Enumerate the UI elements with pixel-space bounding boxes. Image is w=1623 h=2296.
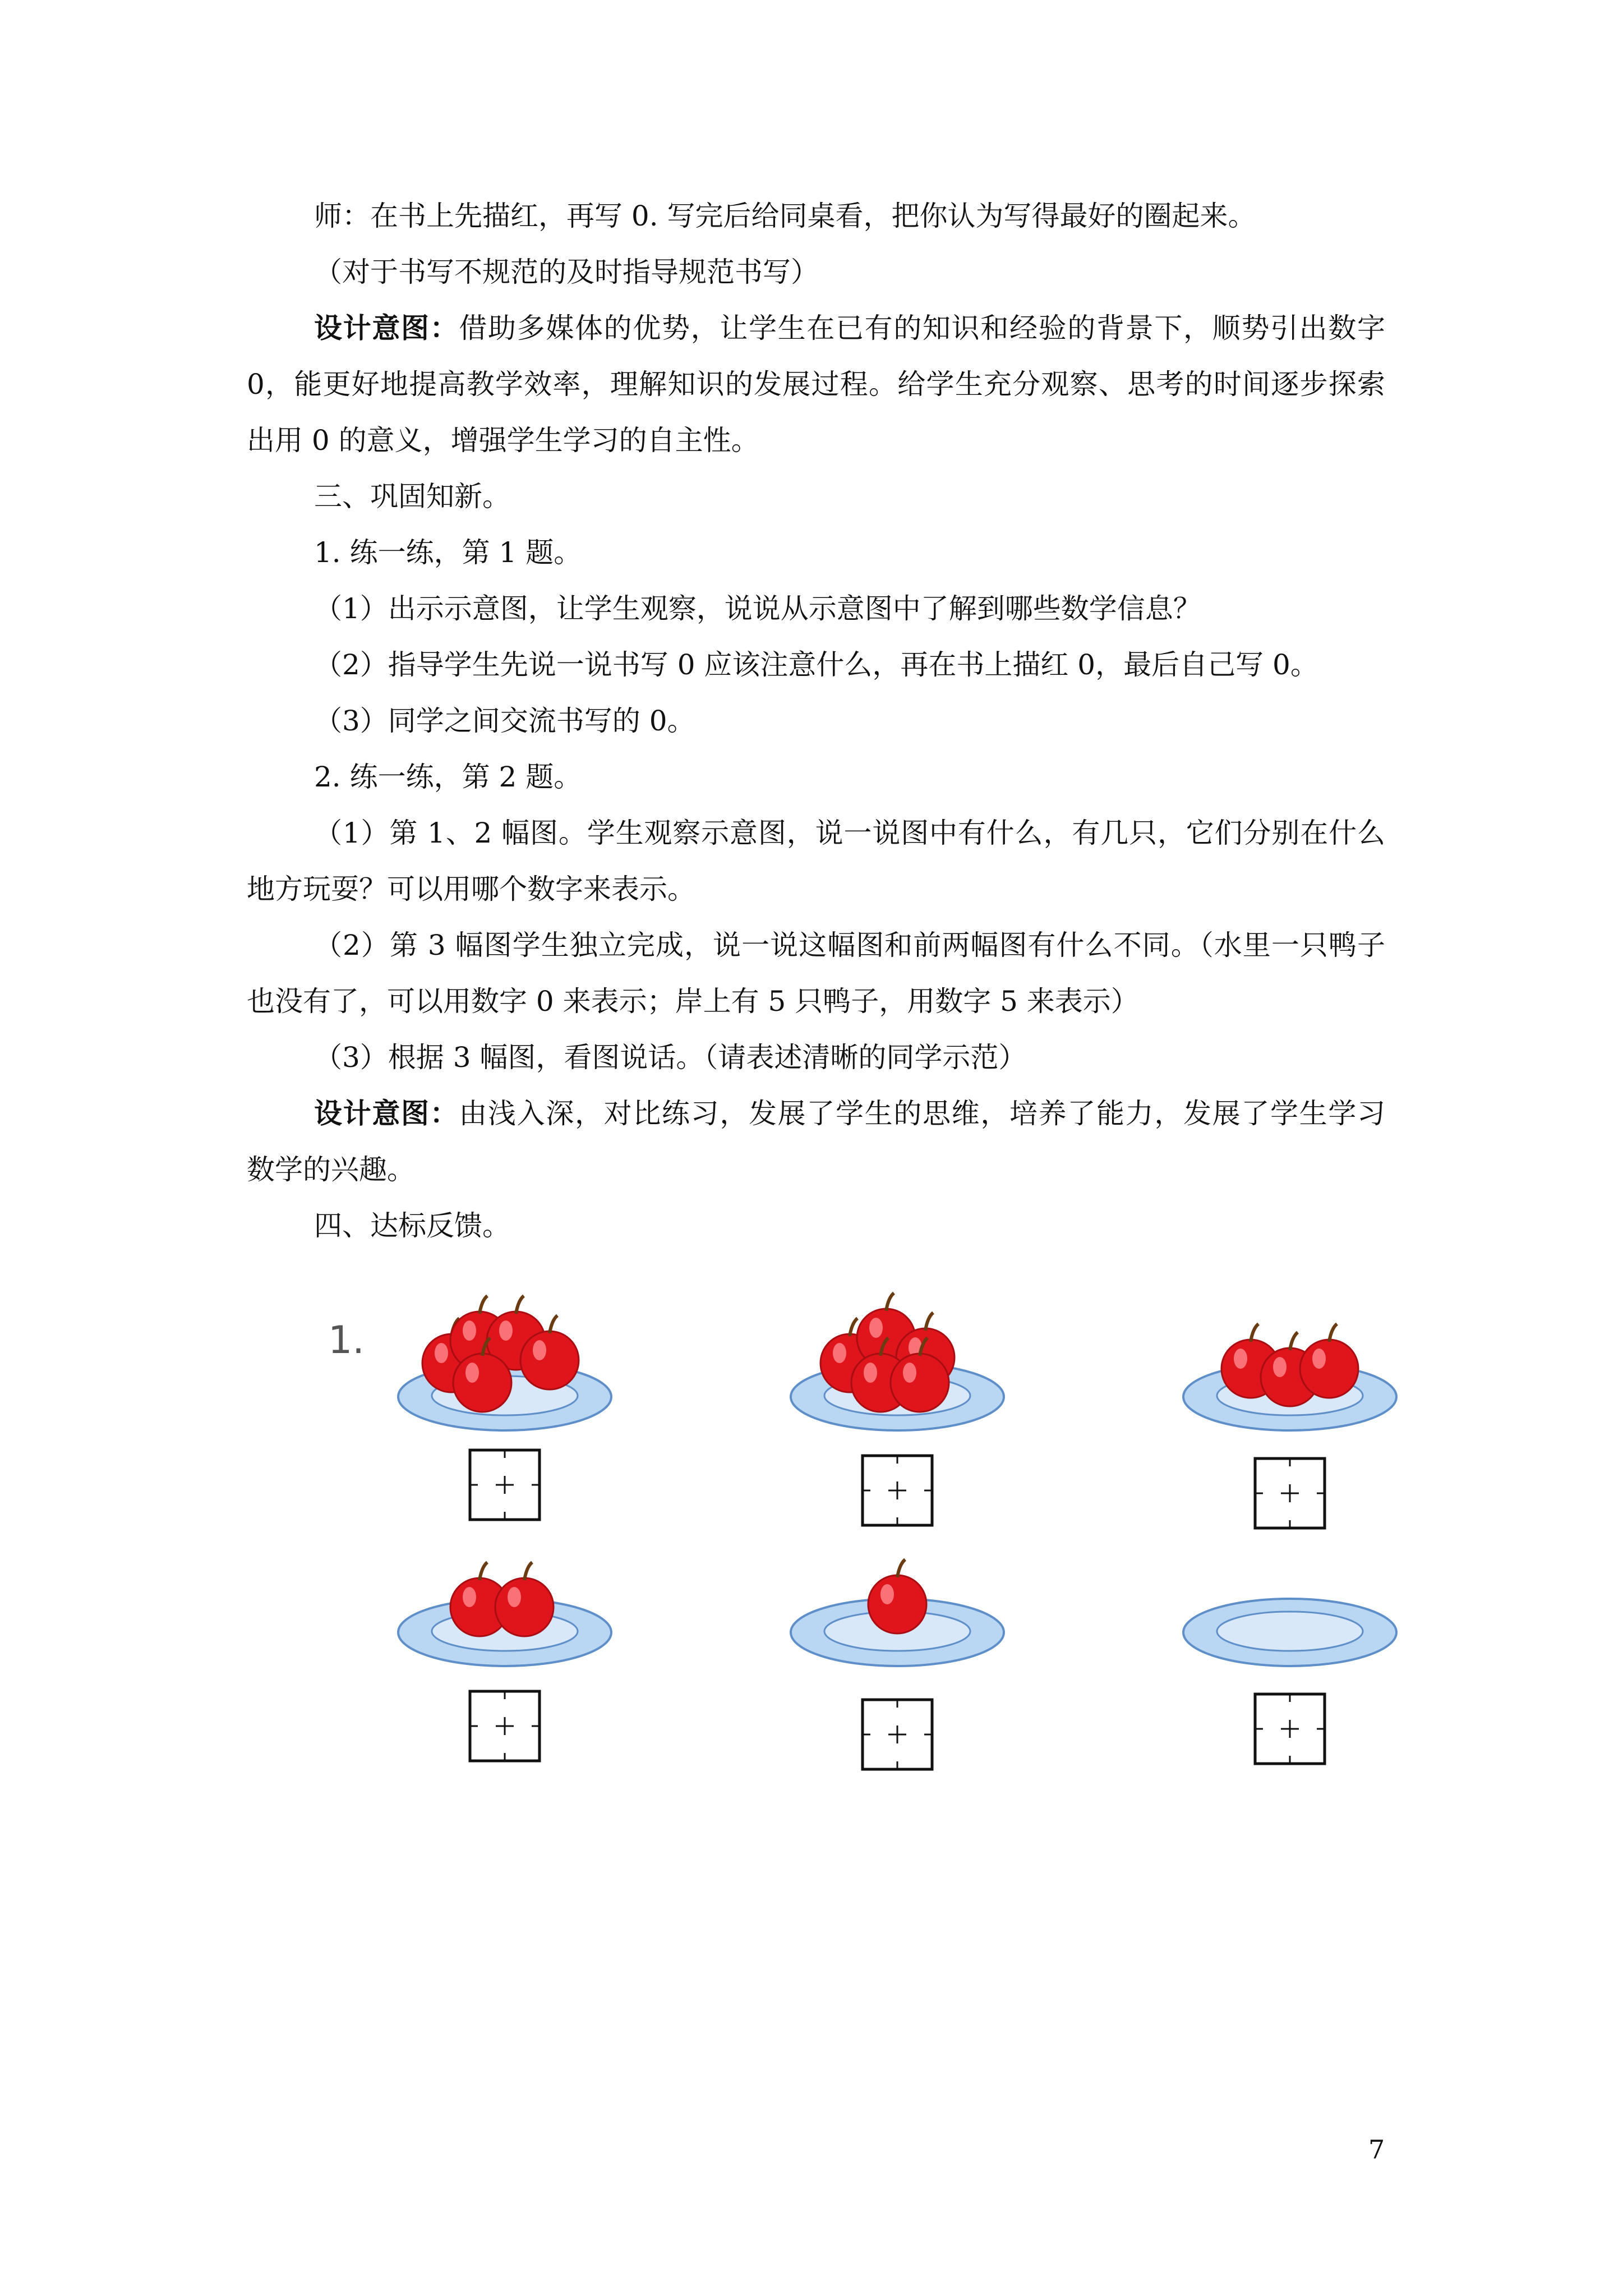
paragraph: （1）第 1、2 幅图。学生观察示意图，说一说图中有什么，有几只，它们分别在什么 [314,817,1385,849]
paragraph: 设计意图：借助多媒体的优势，让学生在已有的知识和经验的背景下，顺势引出数字 [314,311,1386,344]
apple [868,1559,926,1634]
plate-group [791,1559,1004,1769]
apple [1300,1324,1358,1398]
plate-group [398,1562,611,1761]
writing-box [1255,1694,1325,1764]
writing-box [863,1456,932,1525]
plate-group [791,1293,1004,1525]
paragraph: （3）同学之间交流书写的 0。 [314,705,695,737]
plate-group [398,1296,611,1520]
writing-box [470,1450,540,1520]
writing-box [1255,1458,1325,1528]
paragraph: 数学的兴趣。 [247,1153,415,1186]
paragraph: 出用 0 的意义，增强学生学习的自主性。 [247,424,759,457]
plate-inner [1217,1612,1363,1651]
exercise-number: 1. [328,1318,365,1363]
paragraph: （2）指导学生先说一说书写 0 应该注意什么，再在书上描红 0，最后自己写 0。 [314,648,1318,681]
paragraph: 1. 练一练，第 1 题。 [314,536,582,569]
paragraph: 设计意图：由浅入深，对比练习，发展了学生的思维，培养了能力，发展了学生学习 [314,1097,1386,1130]
paragraph: 师：在书上先描红，再写 0. 写完后给同桌看，把你认为写得最好的圈起来。 [314,200,1256,232]
writing-box [470,1691,540,1761]
design-intent-label: 设计意图： [314,311,459,344]
paragraph: 地方玩耍？可以用哪个数字来表示。 [247,873,695,905]
paragraph: （对于书写不规范的及时指导规范书写） [314,256,819,288]
section-heading: 三、巩固知新。 [314,480,510,513]
paragraph: 也没有了，可以用数字 0 来表示；岸上有 5 只鸭子，用数字 5 来表示） [247,985,1139,1018]
design-intent-label: 设计意图： [314,1097,459,1130]
page-number: 7 [1368,2134,1385,2165]
paragraph: （2）第 3 幅图学生独立完成，说一说这幅图和前两幅图有什么不同。（水里一只鸭子 [314,929,1385,961]
plate-group [1183,1599,1396,1764]
apples-on-plates-figure [314,1279,1436,1840]
paragraph: （1）出示示意图，让学生观察，说说从示意图中了解到哪些数学信息？ [314,592,1201,625]
section-heading: 四、达标反馈。 [314,1209,510,1242]
paragraph: 0，能更好地提高教学效率，理解知识的发展过程。给学生充分观察、思考的时间逐步探索 [247,368,1385,401]
paragraph: 2. 练一练，第 2 题。 [314,761,582,793]
paragraph: （3）根据 3 幅图，看图说话。（请表述清晰的同学示范） [314,1041,1027,1074]
body-text [247,188,1385,1254]
writing-box [863,1700,932,1769]
plate-group [1183,1324,1396,1528]
apple [495,1562,554,1636]
